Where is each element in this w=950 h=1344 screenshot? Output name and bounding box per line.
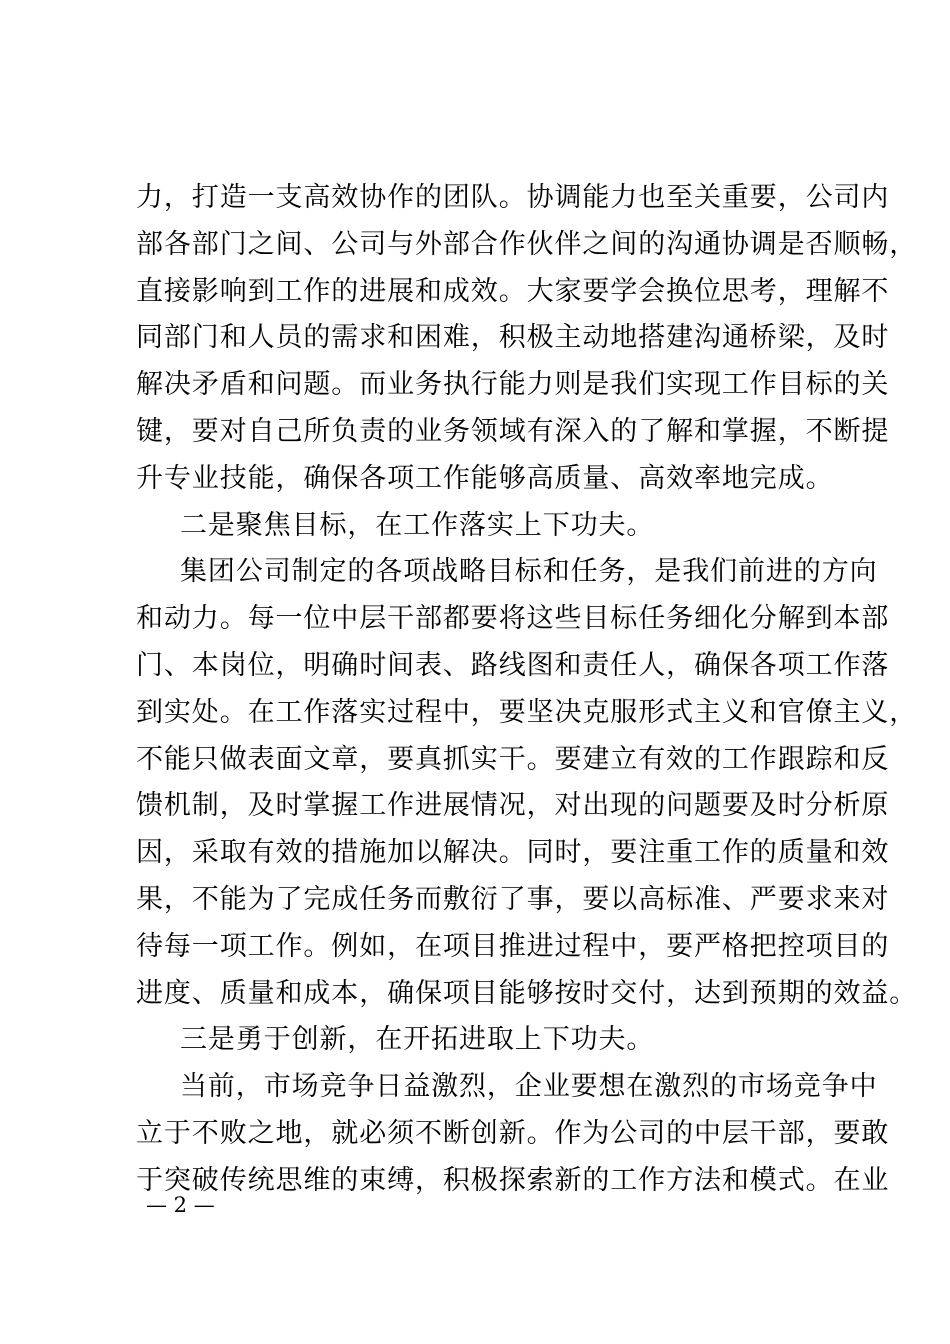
section-heading: 二是聚焦目标，在工作落实上下功夫。 bbox=[180, 509, 655, 541]
text-line: 待每一项工作。例如，在项目推进过程中，要严格把控项目的 bbox=[136, 930, 890, 962]
text-line: 当前，市场竞争日益激烈，企业要想在激烈的市场竞争中 bbox=[180, 1071, 878, 1103]
body-text bbox=[136, 175, 918, 1205]
text-line: 馈机制，及时掌握工作进展情况，对出现的问题要及时分析原 bbox=[136, 790, 890, 822]
text-line: 和动力。每一位中层干部都要将这些目标任务细化分解到本部 bbox=[136, 603, 890, 635]
text-line: 集团公司制定的各项战略目标和任务，是我们前进的方向 bbox=[180, 556, 878, 588]
text-line: 同部门和人员的需求和困难，积极主动地搭建沟通桥梁，及时 bbox=[136, 322, 890, 354]
text-line: 因，采取有效的措施加以解决。同时，要注重工作的质量和效 bbox=[136, 837, 890, 869]
text-line: 解决矛盾和问题。而业务执行能力则是我们实现工作目标的关 bbox=[136, 369, 890, 401]
text-line: 直接影响到工作的进展和成效。大家要学会换位思考，理解不 bbox=[136, 275, 890, 307]
text-line: 部各部门之间、公司与外部合作伙伴之间的沟通协调是否顺畅， bbox=[136, 228, 918, 260]
text-line: 立于不败之地，就必须不断创新。作为公司的中层干部，要敢 bbox=[136, 1117, 890, 1149]
text-line: 力，打造一支高效协作的团队。协调能力也至关重要，公司内 bbox=[136, 182, 890, 213]
text-line: 键，要对自己所负责的业务领域有深入的了解和掌握，不断提 bbox=[136, 415, 890, 447]
section-heading: 三是勇于创新，在开拓进取上下功夫。 bbox=[180, 1024, 655, 1056]
text-line: 果，不能为了完成任务而敷衍了事，要以高标准、严要求来对 bbox=[136, 883, 890, 915]
text-line: 门、本岗位，明确时间表、路线图和责任人，确保各项工作落 bbox=[136, 649, 890, 681]
text-line: 到实处。在工作落实过程中，要坚决克服形式主义和官僚主义， bbox=[136, 696, 918, 728]
text-line: 升专业技能，确保各项工作能够高质量、高效率地完成。 bbox=[136, 462, 834, 494]
text-line: 不能只做表面文章，要真抓实干。要建立有效的工作跟踪和反 bbox=[136, 743, 890, 775]
text-line: 进度、质量和成本，确保项目能够按时交付，达到预期的效益。 bbox=[136, 977, 918, 1009]
text-line: 于突破传统思维的束缚，积极探索新的工作方法和模式。在业 bbox=[136, 1164, 890, 1196]
page-number: — 2 — bbox=[146, 1193, 215, 1217]
